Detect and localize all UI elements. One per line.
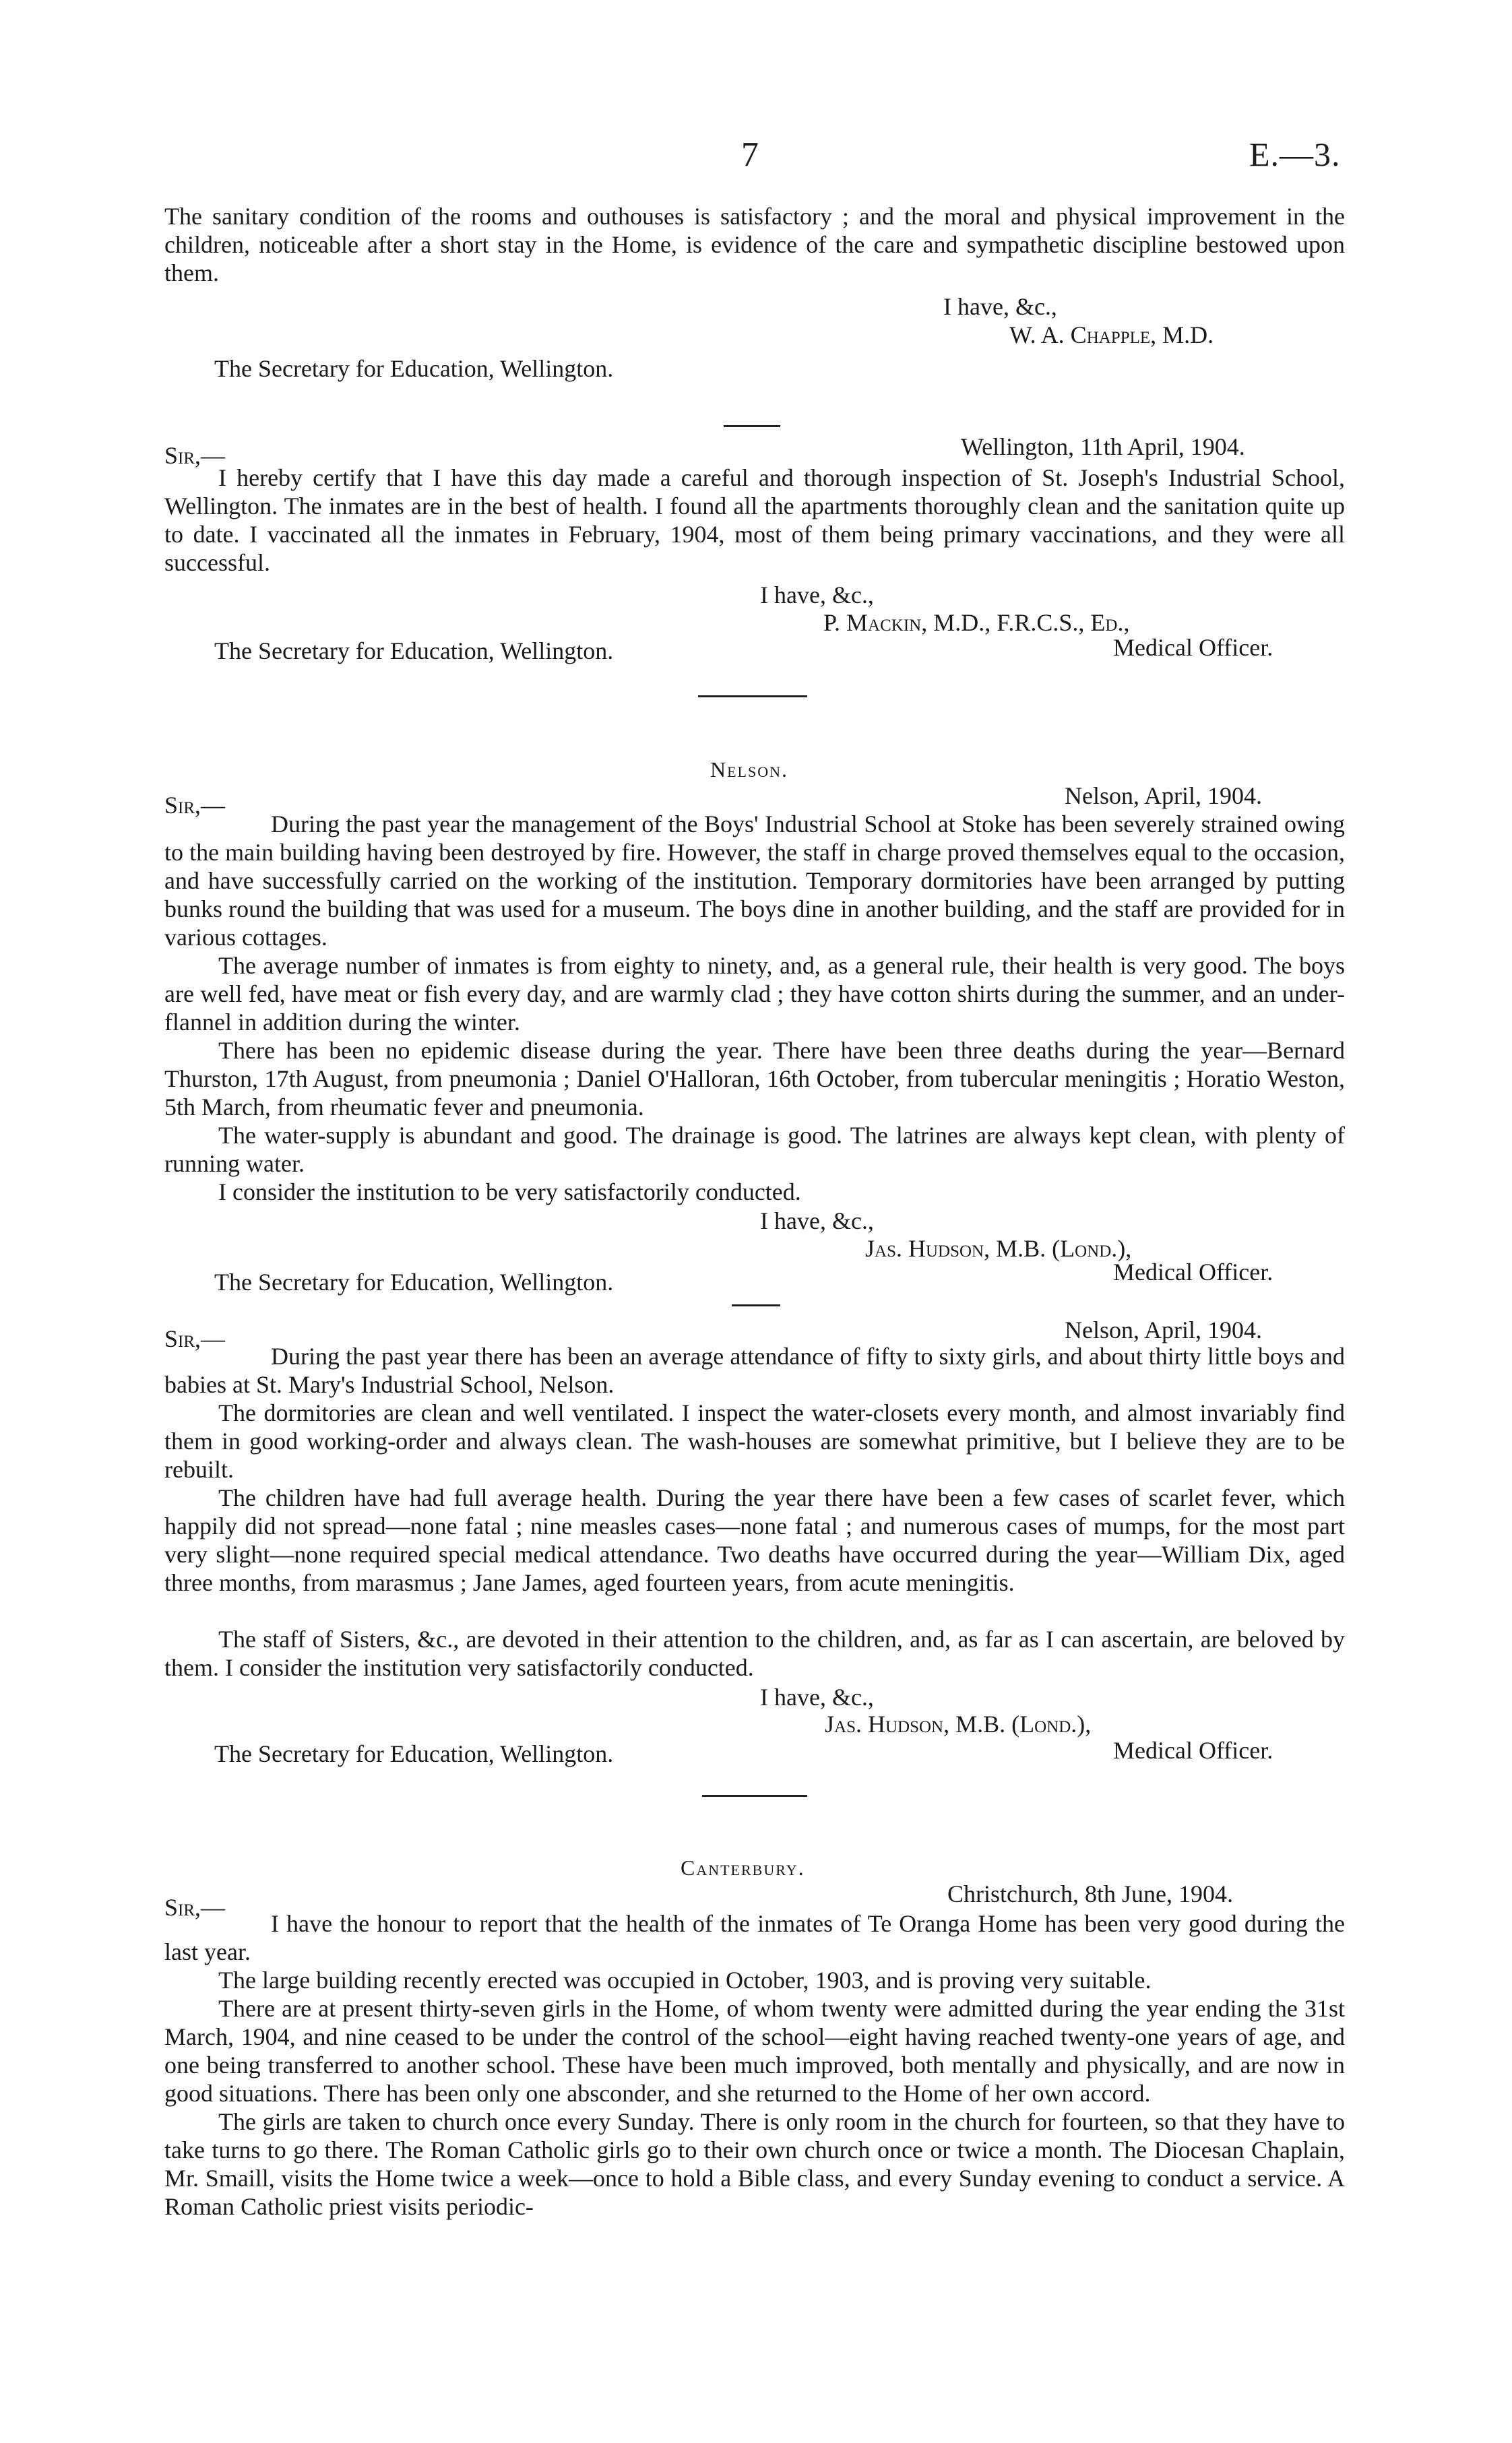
nelson-a-paragraph-4: The water-supply is abundant and good. The drainage is good. The latrines are always kept clean, with plenty of running water. — [164, 1122, 1345, 1177]
nelson-b-salutation: Sir,— — [164, 1325, 226, 1352]
nelson-a-salutation: Sir,— — [164, 792, 226, 819]
nelson-a-title: Medical Officer. — [1113, 1259, 1273, 1286]
nelson-a-paragraph-5: I consider the institution to be very satisfactorily conducted. — [218, 1178, 801, 1205]
page-number: 7 — [741, 135, 759, 174]
nelson-a-date: Nelson, April, 1904. — [1065, 782, 1262, 809]
canterbury-salutation: Sir,— — [164, 1894, 226, 1921]
canterbury-paragraph-2: The large building recently erected was occupied in October, 1903, and is proving very suitable. — [218, 1967, 1152, 1994]
nelson-a-closing: I have, &c., — [760, 1207, 874, 1234]
nelson-a-paragraph-3: There has been no epidemic disease during the year. There have been three deaths during the year—Bernard Thurston, 17th August, from pneumonia ; Daniel O'Halloran, 16th October, from tubercular meningitis ; Horatio Weston, 5th March, from rheumatic fever and pneumonia. — [164, 1037, 1345, 1120]
letter1-addressee: The Secretary for Education, Wellington. — [214, 637, 614, 664]
nelson-b-paragraph-4: The staff of Sisters, &c., are devoted in their attention to the children, and, as far as I can ascertain, are beloved by them. I consider the institution very satisfactorily conducted. — [164, 1626, 1345, 1681]
section-rule — [724, 425, 780, 427]
letter1-closing: I have, &c., — [760, 581, 874, 608]
nelson-b-paragraph-2: The dormitories are clean and well ventilated. I inspect the water-closets every month, and almost invariably find them in good working-order and always clean. The wash-houses are somewhat primitive, but I believe they are to be rebuilt. — [164, 1399, 1345, 1483]
canterbury-date: Christchurch, 8th June, 1904. — [947, 1880, 1233, 1907]
nelson-b-paragraph-1: During the past year there has been an average attendance of fifty to sixty girls, and about thirty little boys and babies at St. Mary's Industrial School, Nelson. — [164, 1343, 1345, 1398]
intro-paragraph: The sanitary condition of the rooms and outhouses is satisfactory ; and the moral and physical improvement in the children, noticeable after a short stay in the Home, is evidence of the care and sympathetic discipline bestowed upon them. — [164, 203, 1345, 286]
nelson-a-signature: Jas. Hudson, M.B. (Lond.), — [865, 1235, 1132, 1262]
nelson-b-signature: Jas. Hudson, M.B. (Lond.), — [825, 1711, 1092, 1738]
nelson-b-date: Nelson, April, 1904. — [1065, 1316, 1262, 1343]
document-reference: E.—3. — [1249, 135, 1341, 173]
canterbury-heading: Canterbury. — [681, 1855, 805, 1880]
nelson-a-paragraph-1: During the past year the management of the Boys' Industrial School at Stoke has been severely strained owing to the main building having been destroyed by fire. However, the staff in charge proved themselves equal to the occasion, and have successfully carried on the working of the institution. Temporary dormitories have been arranged by putting bunks round the building that was used for a museum. The boys dine in another building, and the staff are provided for in various cottages. — [164, 811, 1345, 951]
nelson-b-addressee: The Secretary for Education, Wellington. — [214, 1740, 614, 1767]
intro-signature: W. A. Chapple, M.D. — [1009, 321, 1214, 348]
letter1-salutation: Sir,— — [164, 442, 226, 469]
letter1-signature: P. Mackin, M.D., F.R.C.S., Ed., — [823, 609, 1130, 636]
nelson-b-closing: I have, &c., — [760, 1684, 874, 1711]
letter1-title: Medical Officer. — [1113, 634, 1273, 661]
nelson-heading: Nelson. — [710, 757, 788, 782]
canterbury-paragraph-4: The girls are taken to church once every Sunday. There is only room in the church for fourteen, so that they have to take turns to go there. The Roman Catholic girls go to their own church once or twice a month. The Diocesan Chaplain, Mr. Smaill, visits the Home twice a week—once to hold a Bible class, and every Sunday evening to conduct a service. A Roman Catholic priest visits periodic- — [164, 2108, 1345, 2220]
section-rule — [702, 1795, 807, 1797]
section-rule — [732, 1304, 780, 1306]
section-rule — [698, 695, 807, 697]
nelson-a-paragraph-2: The average number of inmates is from eighty to ninety, and, as a general rule, their health is very good. The boys are well fed, have meat or fish every day, and are warmly clad ; they have cotton shirts during the summer, and an under-flannel in addition during the winter. — [164, 952, 1345, 1036]
intro-closing: I have, &c., — [943, 293, 1057, 320]
nelson-b-title: Medical Officer. — [1113, 1737, 1273, 1764]
nelson-b-paragraph-3: The children have had full average health. During the year there have been a few cases of scarlet fever, which happily did not spread—none fatal ; nine measles cases—none fatal ; and numerous cases of mumps, for the most part very slight—none required special medical attendance. Two deaths have occurred during the year—William Dix, aged three months, from marasmus ; Jane James, aged fourteen years, from acute meningitis. — [164, 1484, 1345, 1596]
letter1-paragraph: I hereby certify that I have this day made a careful and thorough inspection of St. Joseph's Industrial School, Wellington. The inmates are in the best of health. I found all the apartments thoroughly clean and the sanitation quite up to date. I vaccinated all the inmates in February, 1904, most of them being primary vaccinations, and they were all successful. — [164, 464, 1345, 576]
intro-addressee: The Secretary for Education, Wellington. — [214, 355, 614, 382]
letter1-date: Wellington, 11th April, 1904. — [961, 433, 1245, 460]
canterbury-paragraph-1: I have the honour to report that the health of the inmates of Te Oranga Home has been very good during the last year. — [164, 1910, 1345, 1965]
nelson-a-addressee: The Secretary for Education, Wellington. — [214, 1269, 614, 1296]
canterbury-paragraph-3: There are at present thirty-seven girls in the Home, of whom twenty were admitted during the year ending the 31st March, 1904, and nine ceased to be under the control of the school—eight having reached twenty-one years of age, and one being transferred to another school. These have been much improved, both mentally and physically, and are now in good situations. There has been only one absconder, and she returned to the Home of her own accord. — [164, 1995, 1345, 2107]
